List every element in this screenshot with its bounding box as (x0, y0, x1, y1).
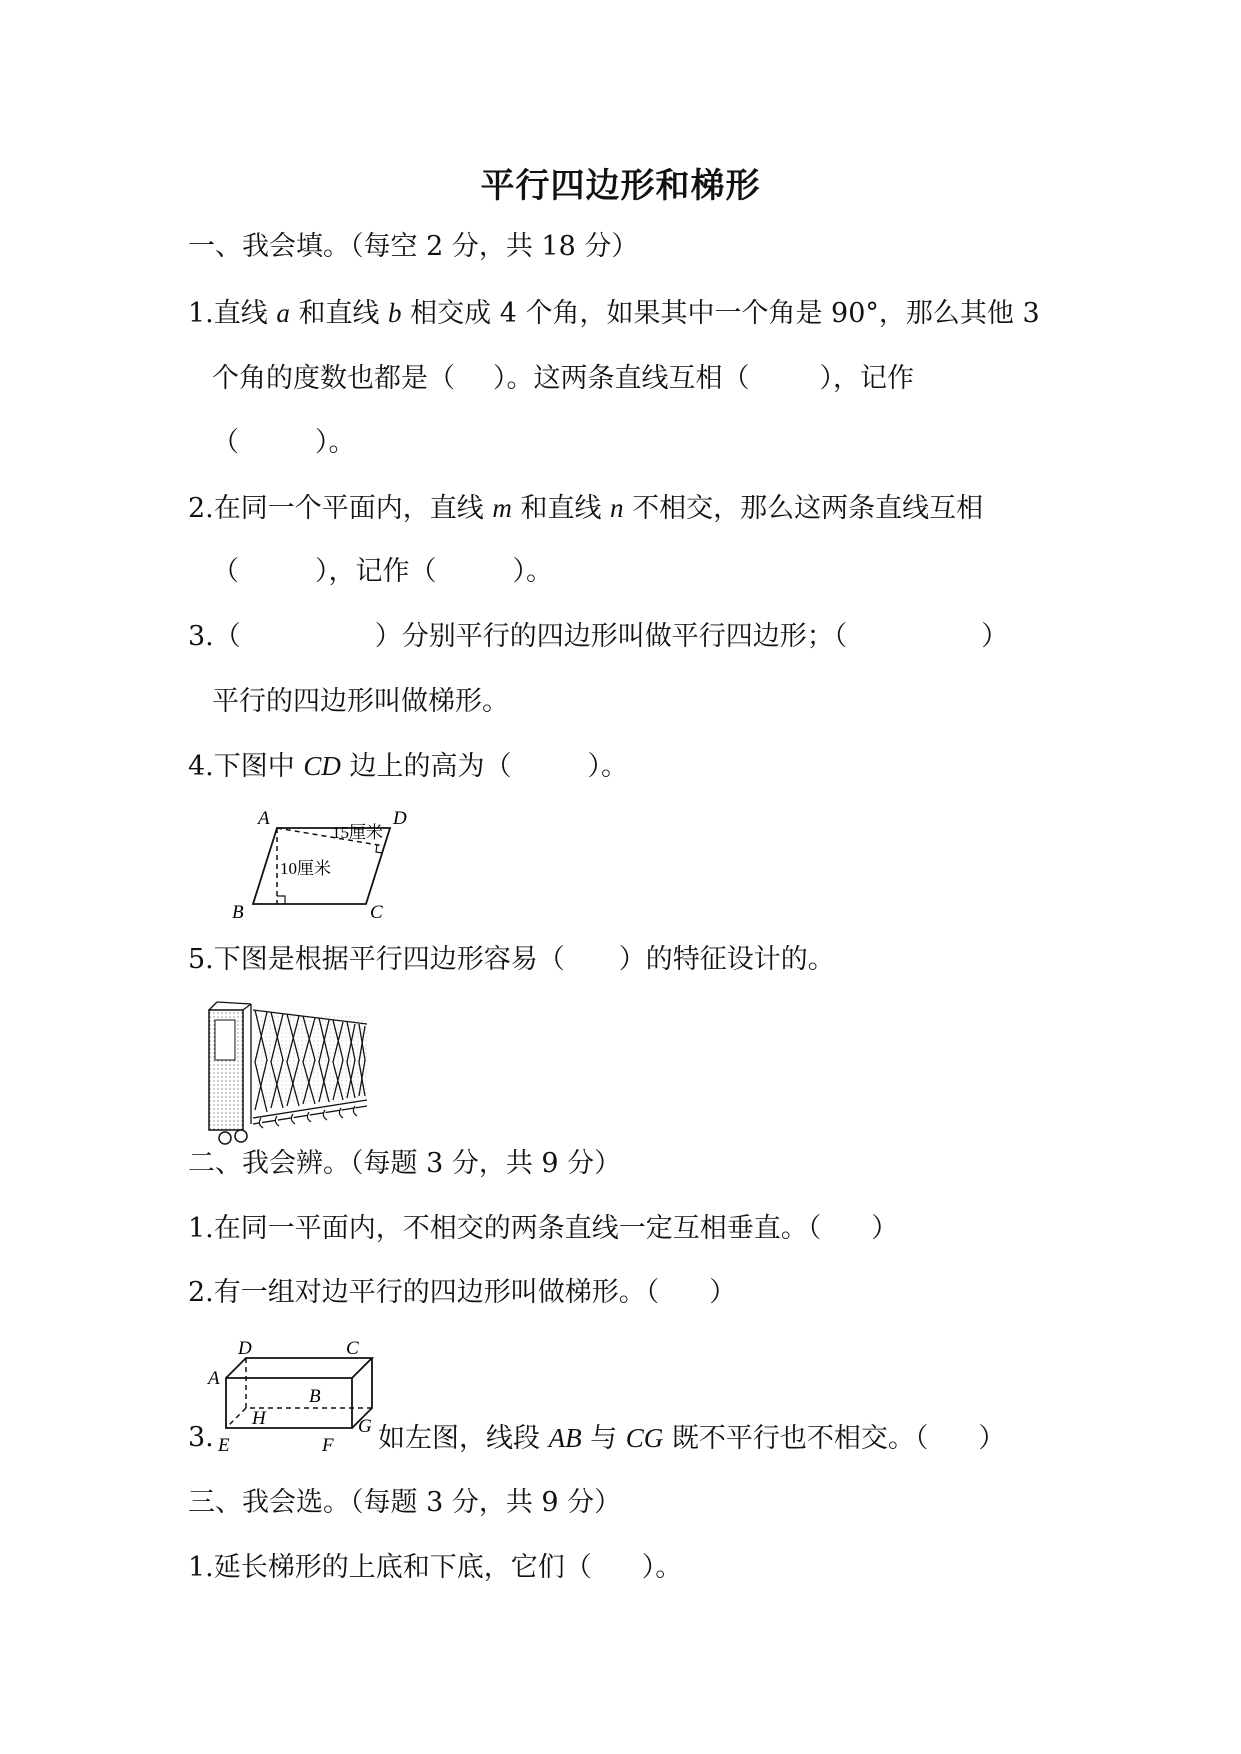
q2-3-line: 如左图，线段 AB 与 CG 既不平行也不相交。（ ） (378, 1423, 1006, 1454)
vertex-label-e: E (218, 1435, 230, 1455)
q2-3-number: 3. (188, 1422, 214, 1453)
q1-1-line1: 1.直线 a 和直线 b 相交成 4 个角，如果其中一个角是 90°，那么其他 3 (188, 298, 1040, 329)
q1-1-line2: 个角的度数也都是（ ）。这两条直线互相（ ），记作 (212, 363, 914, 394)
vertex-label-b: B (232, 902, 244, 923)
cuboid-figure (206, 1340, 376, 1455)
q1-5-line1: 5.下图是根据平行四边形容易（ ）的特征设计的。 (188, 944, 835, 975)
section3-heading: 三、我会选。（每题 3 分，共 9 分） (188, 1487, 622, 1518)
q3-1-line: 1.延长梯形的上底和下底，它们（ ）。 (188, 1552, 683, 1583)
q1-3-line2: 平行的四边形叫做梯形。 (212, 686, 509, 717)
q1-3-line1: 3.（ ）分别平行的四边形叫做平行四边形；（ ） (188, 621, 1009, 652)
retractable-gate-image (205, 1000, 410, 1150)
vertex-label-b: B (309, 1386, 321, 1407)
page-title: 平行四边形和梯形 (480, 166, 761, 206)
vertex-label-f: F (322, 1435, 334, 1455)
length-label-10cm: 10厘米 (280, 859, 331, 878)
vertex-label-a: A (208, 1368, 220, 1389)
section2-heading: 二、我会辨。（每题 3 分，共 9 分） (188, 1148, 622, 1179)
vertex-label-a: A (258, 808, 270, 829)
vertex-label-h: H (252, 1408, 266, 1429)
q2-1-line: 1.在同一平面内，不相交的两条直线一定互相垂直。（ ） (188, 1213, 899, 1244)
vertex-label-c: C (346, 1340, 359, 1359)
q1-2-line1: 2.在同一个平面内，直线 m 和直线 n 不相交，那么这两条直线互相 (188, 493, 984, 524)
vertex-label-g: G (358, 1416, 372, 1437)
vertex-label-d: D (393, 808, 407, 829)
section1-heading: 一、我会填。（每空 2 分，共 18 分） (188, 231, 639, 262)
q1-4-line1: 4.下图中 CD 边上的高为（ ）。 (188, 751, 628, 782)
length-label-15cm: 15厘米 (332, 823, 383, 842)
q2-2-line: 2.有一组对边平行的四边形叫做梯形。（ ） (188, 1277, 737, 1308)
vertex-label-d: D (238, 1340, 252, 1359)
vertex-label-c: C (370, 902, 383, 923)
q1-2-line2: （ ），记作（ ）。 (212, 556, 553, 587)
q1-1-line3: （ ）。 (212, 427, 356, 458)
parallelogram-figure (220, 800, 450, 925)
